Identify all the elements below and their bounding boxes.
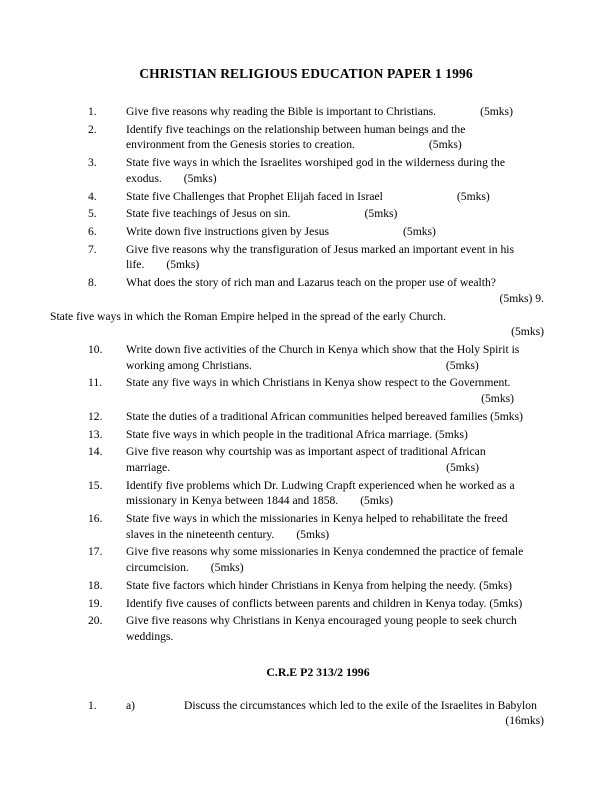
question-marks: (5mks) (360, 494, 394, 508)
question-line: missionary in Kenya between 1844 and 1858. (126, 494, 339, 508)
question-line: Discuss the circumstances which led to the exile of the Israelites in Babylon (184, 698, 537, 712)
question-text (126, 444, 548, 475)
question-line: Give five reasons why some missionaries in Kenya condemned the practice of female (126, 545, 524, 559)
question-item (88, 596, 548, 612)
question-item (88, 427, 548, 443)
question-marks: (5mks) (364, 207, 398, 221)
question-line: Give five reasons why reading the Bible is important to Christians. (126, 105, 437, 118)
question-number: 8. (88, 276, 97, 290)
question-number: 4. (88, 189, 97, 203)
question-line: working among Christians. (126, 358, 252, 372)
question-marks: (5mks) (511, 325, 544, 339)
question-item (88, 444, 548, 475)
question-number: 1. (88, 698, 97, 712)
question-marks: (5mks) (296, 527, 330, 541)
question-item (88, 206, 548, 222)
orphan-question-line (50, 309, 548, 340)
question-text: State five ways in which people in the traditional Africa marriage. (5mks) (126, 427, 468, 441)
question-text (126, 104, 548, 120)
question-marks: (5mks) (183, 171, 217, 185)
question-text (126, 613, 548, 644)
question-item (88, 104, 548, 120)
question-line: Give five reason why courtship was as important aspect of traditional African (126, 445, 486, 459)
question-item (88, 189, 548, 205)
question-line: slaves in the nineteenth century. (126, 527, 275, 541)
question-number: 7. (88, 242, 97, 256)
question-number: 17. (88, 545, 103, 559)
question-line: State five ways in which the Roman Empire helped in the spread of the early Church. (50, 309, 447, 323)
question-line: exodus. (126, 171, 162, 185)
question-marks: (5mks) (445, 358, 479, 372)
question-line: Write down five instructions given by Jesus (126, 225, 330, 239)
question-text (126, 122, 548, 153)
question-number: 16. (88, 512, 103, 526)
question-text (126, 242, 548, 273)
question-text (126, 206, 548, 222)
page-title: CHRISTIAN RELIGIOUS EDUCATION PAPER 1 1996 (139, 66, 473, 81)
question-number: 5. (88, 207, 97, 221)
question-marks: (5mks) (481, 391, 514, 405)
question-text (126, 511, 548, 542)
question-marks: (5mks) (210, 561, 244, 575)
section-subheading: C.R.E P2 313/2 1996 (266, 664, 370, 679)
question-marks: (5mks) (446, 460, 479, 474)
question-marks: (5mks) (428, 138, 462, 152)
question-item (88, 511, 548, 542)
question-marks: (16mks) (505, 714, 544, 728)
question-line: environment from the Genesis stories to creation. (126, 138, 355, 152)
question-item (88, 409, 548, 425)
question-line: Give five reasons why Christians in Kenya encouraged young people to seek church (126, 614, 517, 628)
question-line: State five ways in which the missionaries in Kenya helped to rehabilitate the freed (126, 512, 508, 526)
question-line: State five Challenges that Prophet Elijah faced in Israel (126, 189, 383, 203)
question-line: Give five reasons why the transfiguration of Jesus marked an important event in his (126, 242, 514, 256)
question-marks: (5mks) (480, 105, 513, 118)
question-item (88, 578, 548, 594)
question-letter: a) (126, 698, 136, 712)
question-line: State any five ways in which Christians in Kenya show respect to the Government. (126, 376, 511, 390)
question-text (126, 375, 548, 406)
question-line: State five ways in which the Israelites worshiped god in the wilderness during the (126, 156, 505, 170)
question-marks: (5mks) (166, 258, 200, 272)
question-item (88, 224, 548, 240)
question-line: marriage. (126, 460, 171, 474)
question-text (126, 224, 548, 240)
question-number: 18. (88, 578, 103, 592)
question-text (126, 155, 548, 186)
question-marks: (5mks) 9. (499, 291, 544, 305)
question-item (88, 122, 548, 153)
question-line: weddings. (126, 629, 174, 643)
questions-container (50, 104, 548, 729)
question-line: circumcision. (126, 561, 189, 575)
question-number: 20. (88, 614, 103, 628)
question-item (88, 544, 548, 575)
question-number: 15. (88, 478, 103, 492)
question-item (88, 155, 548, 186)
question-number: 2. (88, 122, 97, 136)
question-item (88, 375, 548, 406)
question-item (88, 275, 548, 306)
question-item (88, 613, 548, 644)
question-number: 3. (88, 156, 97, 170)
paper2-question-item (88, 698, 548, 729)
question-marks: (5mks) (456, 189, 490, 203)
question-number: 6. (88, 225, 97, 239)
question-text: State five factors which hinder Christians in Kenya from helping the needy. (5mks) (126, 578, 512, 592)
question-number: 13. (88, 427, 103, 441)
question-marks: (5mks) (403, 225, 436, 239)
question-text (184, 698, 548, 729)
question-number: 10. (88, 343, 103, 356)
question-item (88, 478, 548, 509)
question-text (126, 275, 548, 306)
question-number: 1. (88, 105, 97, 118)
question-item (88, 242, 548, 273)
question-line: Identify five teachings on the relationship between human beings and the (126, 122, 466, 136)
question-line: life. (126, 258, 145, 272)
question-text: Identify five causes of conflicts between parents and children in Kenya today. (5mks) (126, 596, 523, 610)
question-number: 12. (88, 409, 103, 423)
question-item (88, 342, 548, 373)
question-line: State five teachings of Jesus on sin. (126, 207, 291, 221)
question-number: 11. (88, 376, 103, 390)
question-number: 14. (88, 445, 103, 459)
question-text (126, 478, 548, 509)
question-text (126, 342, 548, 373)
question-line: Identify five problems which Dr. Ludwing Crapft experienced when he worked as a (126, 478, 515, 492)
question-line: What does the story of rich man and Lazarus teach on the proper use of wealth? (126, 276, 496, 290)
question-line: Write down five activities of the Church in Kenya which show that the Holy Spirit is (126, 343, 520, 356)
question-number: 19. (88, 596, 103, 610)
question-text (126, 544, 548, 575)
question-text (126, 189, 548, 205)
question-text: State the duties of a traditional African communities helped bereaved families (5mks) (126, 409, 523, 423)
